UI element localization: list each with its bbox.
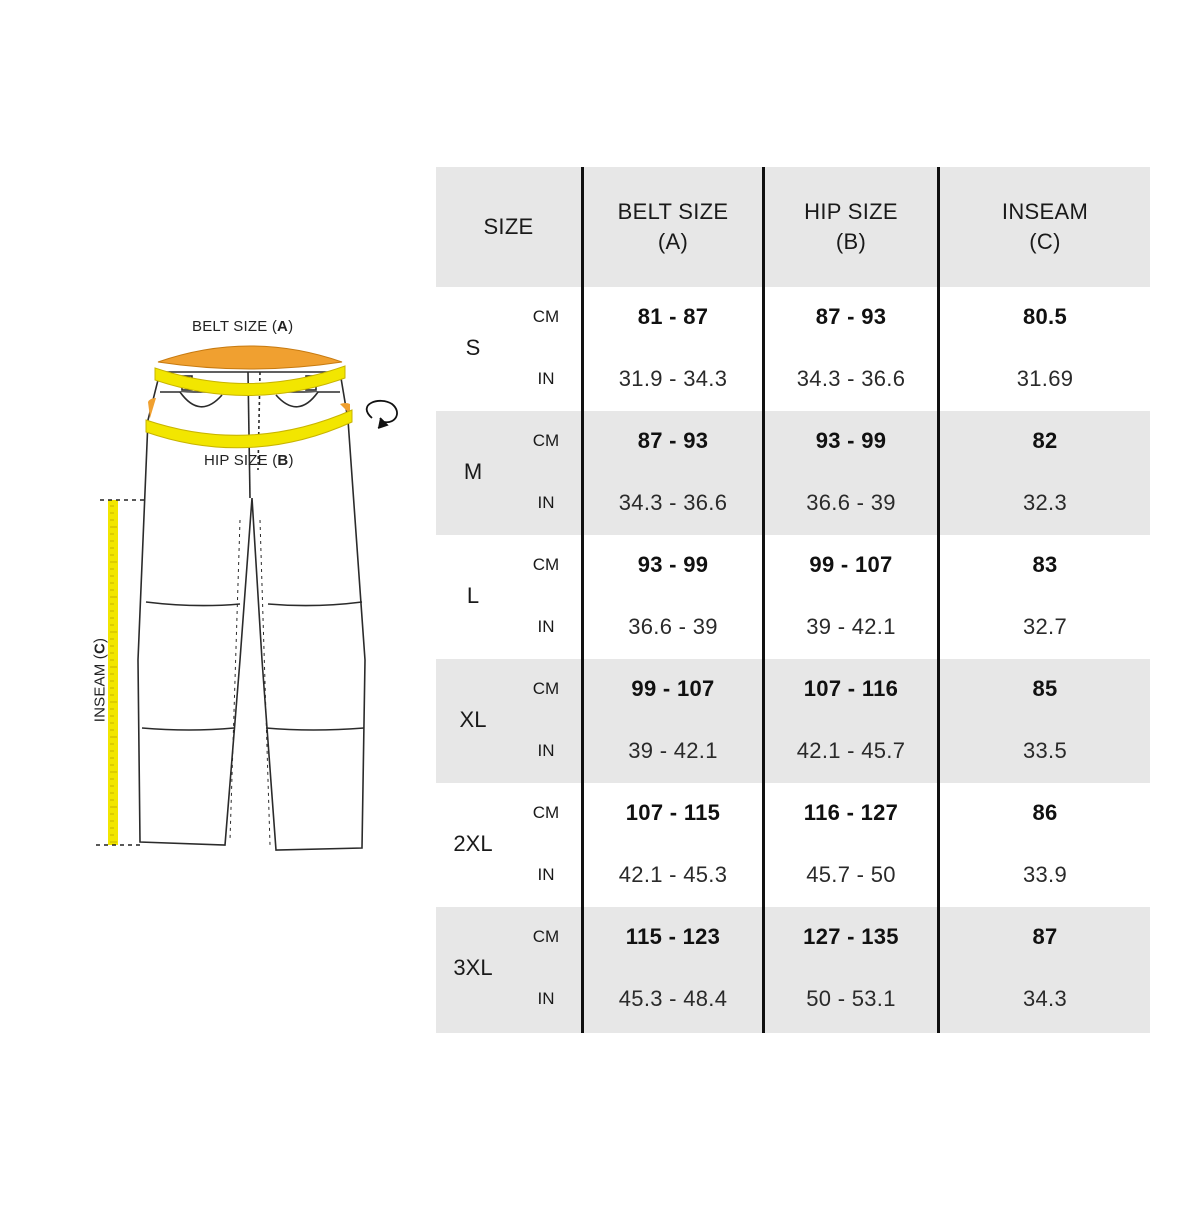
hip-cm-value: 107 - 116 bbox=[803, 676, 899, 701]
unit-in-label: IN bbox=[537, 493, 555, 512]
unit-in-label: IN bbox=[537, 741, 555, 760]
belt-cm-value: 99 - 107 bbox=[631, 676, 715, 701]
inseam-cm-value: 85 bbox=[1032, 676, 1058, 701]
column-divider bbox=[581, 167, 584, 1033]
belt-cm-value: 93 - 99 bbox=[637, 552, 709, 577]
column-divider bbox=[762, 167, 765, 1033]
belt-cm-value: 81 - 87 bbox=[637, 304, 709, 329]
belt-cm-value: 107 - 115 bbox=[625, 800, 721, 825]
inseam-cm-value: 87 bbox=[1032, 924, 1058, 949]
unit-cm-label: CM bbox=[532, 927, 560, 946]
belt-tape-back bbox=[158, 346, 342, 369]
belt-in-value: 42.1 - 45.3 bbox=[618, 862, 728, 887]
header-belt-size: BELT SIZE (A) bbox=[617, 199, 729, 254]
size-label: L bbox=[466, 583, 480, 608]
hip-in-value: 45.7 - 50 bbox=[806, 862, 896, 887]
header-hip-size: HIP SIZE (B) bbox=[804, 199, 898, 254]
belt-in-value: 34.3 - 36.6 bbox=[618, 490, 728, 515]
belt-in-value: 39 - 42.1 bbox=[628, 738, 718, 763]
hip-cm-value: 87 - 93 bbox=[815, 304, 887, 329]
belt-in-value: 36.6 - 39 bbox=[628, 614, 718, 639]
belt-size-label: BELT SIZE (A) bbox=[192, 318, 294, 335]
header-inseam: INSEAM (C) bbox=[1001, 199, 1089, 254]
header-size: SIZE bbox=[483, 214, 534, 239]
unit-cm-label: CM bbox=[532, 307, 560, 326]
inseam-cm-value: 82 bbox=[1032, 428, 1058, 453]
belt-in-value: 31.9 - 34.3 bbox=[618, 366, 728, 391]
belt-cm-value: 87 - 93 bbox=[637, 428, 709, 453]
hip-cm-value: 93 - 99 bbox=[815, 428, 887, 453]
inseam-cm-value: 83 bbox=[1032, 552, 1058, 577]
unit-in-label: IN bbox=[537, 865, 555, 884]
inseam-in-value: 32.7 bbox=[1022, 614, 1068, 639]
hip-cm-value: 127 - 135 bbox=[803, 924, 899, 949]
size-label: S bbox=[465, 335, 481, 360]
hip-cm-value: 99 - 107 bbox=[809, 552, 893, 577]
pants-illustration bbox=[0, 0, 430, 1200]
unit-in-label: IN bbox=[537, 989, 555, 1008]
column-divider bbox=[937, 167, 940, 1033]
size-chart-table bbox=[436, 167, 1150, 1033]
size-label: 2XL bbox=[453, 831, 493, 856]
unit-cm-label: CM bbox=[532, 803, 560, 822]
hip-in-value: 39 - 42.1 bbox=[806, 614, 896, 639]
inseam-in-value: 31.69 bbox=[1016, 366, 1074, 391]
hip-size-label: HIP SIZE (B) bbox=[204, 452, 294, 469]
rotate-arrow-icon bbox=[367, 401, 397, 428]
inseam-in-value: 33.9 bbox=[1022, 862, 1068, 887]
inseam-cm-value: 86 bbox=[1032, 800, 1058, 825]
unit-in-label: IN bbox=[537, 617, 555, 636]
unit-in-label: IN bbox=[537, 369, 555, 388]
hip-cm-value: 116 - 127 bbox=[803, 800, 899, 825]
unit-cm-label: CM bbox=[532, 431, 560, 450]
unit-cm-label: CM bbox=[532, 679, 560, 698]
inseam-in-value: 34.3 bbox=[1022, 986, 1068, 1011]
hip-in-value: 34.3 - 36.6 bbox=[796, 366, 906, 391]
belt-cm-value: 115 - 123 bbox=[625, 924, 721, 949]
pants-measurement-diagram bbox=[0, 0, 430, 1200]
inseam-in-value: 32.3 bbox=[1022, 490, 1068, 515]
hip-in-value: 42.1 - 45.7 bbox=[796, 738, 906, 763]
size-label: 3XL bbox=[453, 955, 493, 980]
inseam-in-value: 33.5 bbox=[1022, 738, 1068, 763]
hip-in-value: 50 - 53.1 bbox=[806, 986, 896, 1011]
belt-in-value: 45.3 - 48.4 bbox=[618, 986, 728, 1011]
size-label: XL bbox=[459, 707, 487, 732]
hip-in-value: 36.6 - 39 bbox=[806, 490, 896, 515]
inseam-cm-value: 80.5 bbox=[1022, 304, 1068, 329]
inseam-label: INSEAM (C) bbox=[91, 637, 109, 723]
unit-cm-label: CM bbox=[532, 555, 560, 574]
size-label: M bbox=[463, 459, 483, 484]
